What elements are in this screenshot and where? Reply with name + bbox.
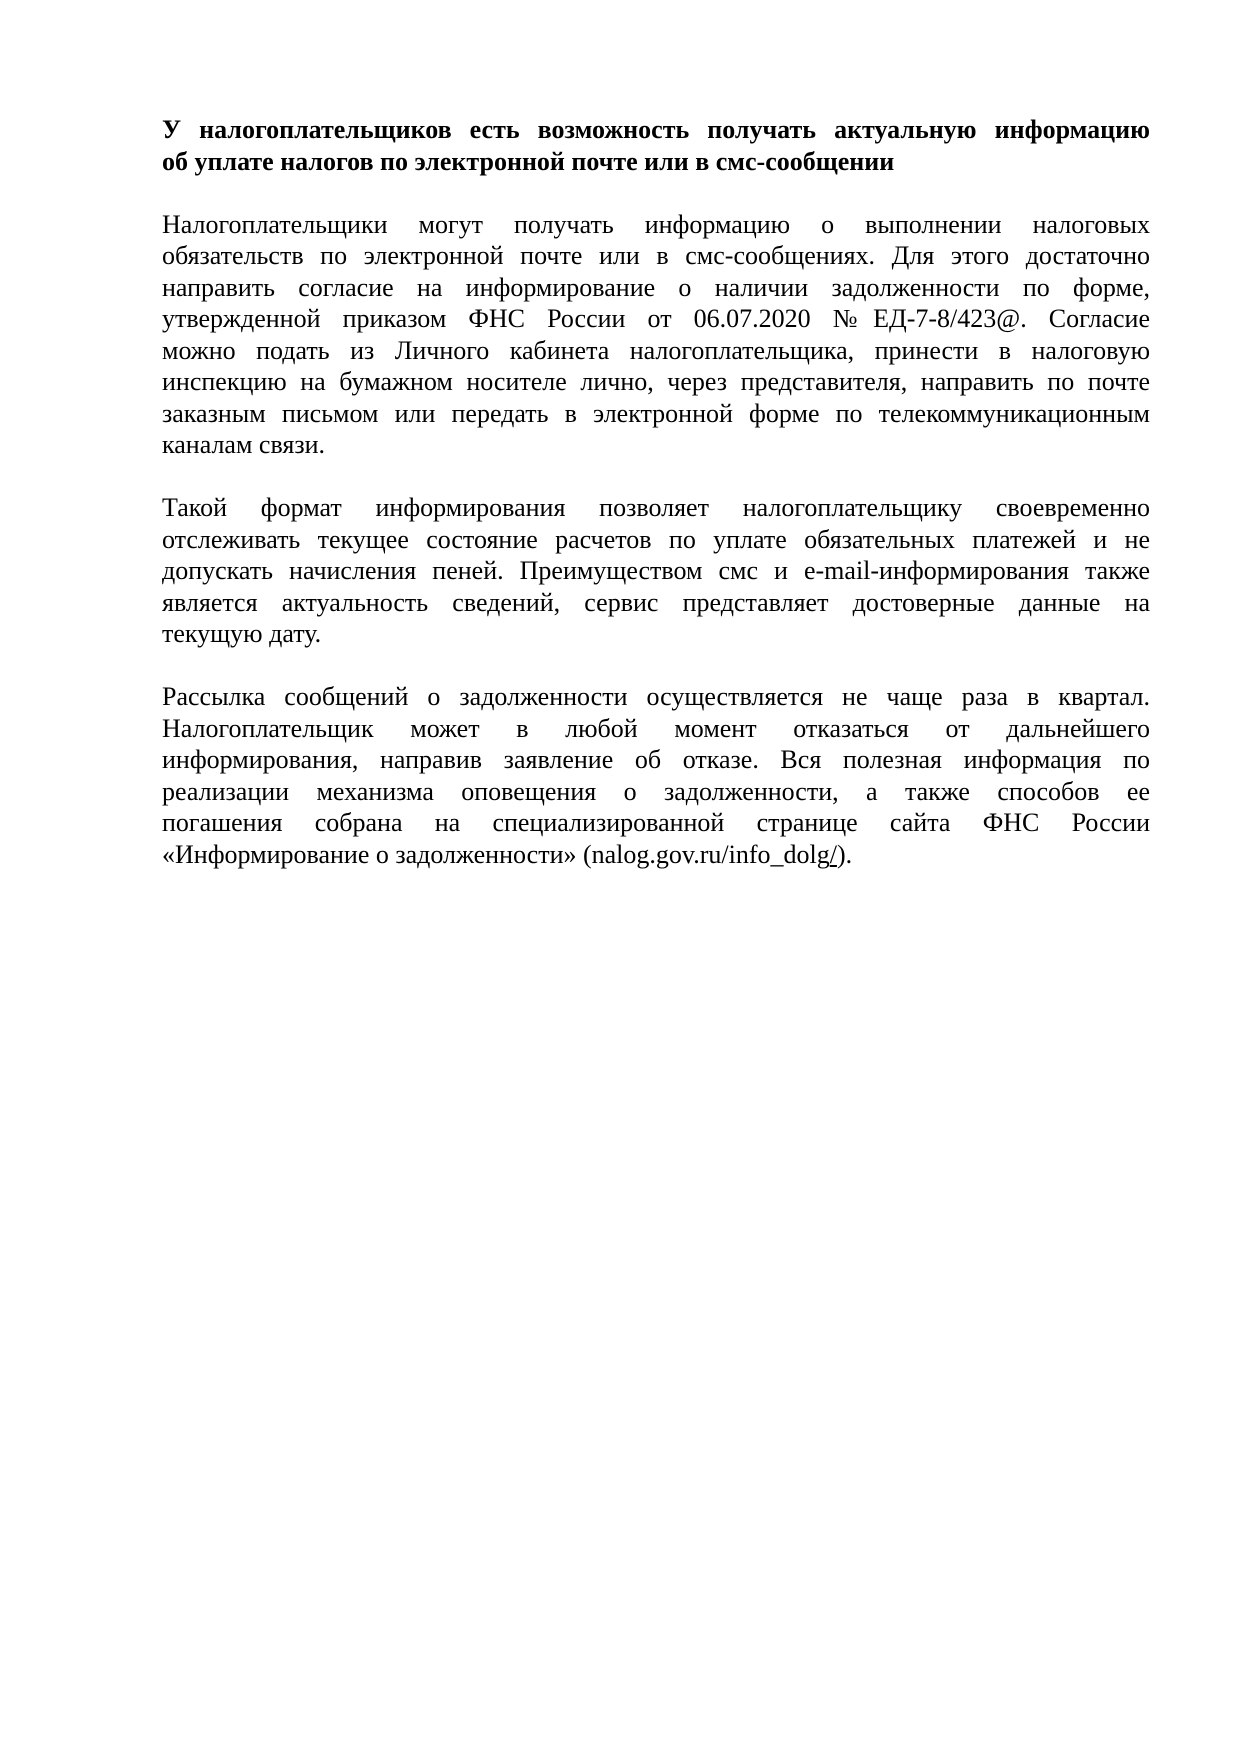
para-1-line-4: утвержденной приказом ФНС России от 06.07.2020 №ЕД-7-8/423@. Согласие: [162, 304, 1150, 333]
para-1-line-1: Налогоплательщики могут получать информацию о выполнении налоговых: [162, 209, 1150, 239]
para-2-line-3: допускать начисления пеней. Преимуществом смс и e-mail-информирования также: [162, 556, 1150, 585]
paragraph-2: [162, 492, 1150, 650]
para-3-line-4: реализации механизма оповещения о задолженности, а также способов ее: [162, 776, 1150, 806]
para-1-line-6: инспекцию на бумажном носителе лично, через представителя, направить по почте: [162, 367, 1150, 396]
para-1-line-3: направить согласие на информирование о наличии задолженности по форме,: [162, 272, 1150, 302]
para-2-line-4: является актуальность сведений, сервис представляет достоверные данные на: [162, 587, 1150, 617]
title-line-2: об уплате налогов по электронной почте или в смс-сообщении: [162, 146, 895, 176]
para-1-line-2: обязательств по электронной почте или в смс-сообщениях. Для этого достаточно: [162, 241, 1150, 270]
final-line-text: «Информирование о задолженности» (nalog.gov.ru/info_dolg: [162, 839, 830, 869]
para-3-line-3: информирования, направив заявление об отказе. Вся полезная информация по: [162, 745, 1150, 774]
para-3-line-2: Налогоплательщик может в любой момент отказаться от дальнейшего: [162, 713, 1150, 743]
paragraph-3: [162, 681, 1150, 870]
paragraph-1: [162, 209, 1150, 461]
para-2-line-2: отслеживать текущее состояние расчетов по уплате обязательных платежей и не: [162, 524, 1150, 554]
document-title: [162, 114, 1150, 177]
final-line-closing: ).: [836, 839, 853, 869]
para-2-line-1: Такой формат информирования позволяет налогоплательщику своевременно: [162, 493, 1150, 522]
para-3-line-1: Рассылка сообщений о задолженности осуществляется не чаще раза в квартал.: [162, 682, 1150, 711]
para-3-final-line: [162, 839, 1150, 871]
info-dolg-link[interactable]: /: [829, 839, 837, 869]
para-2-line-5: текущую дату.: [162, 619, 322, 648]
para-1-line-5: можно подать из Личного кабинета налогоплательщика, принести в налоговую: [162, 335, 1150, 365]
para-3-line-5: погашения собрана на специализированной странице сайта ФНС России: [162, 808, 1150, 837]
title-line-1: У налогоплательщиков есть возможность получать актуальную информацию: [162, 115, 1150, 144]
para-1-line-7: заказным письмом или передать в электронной форме по телекоммуникационным: [162, 398, 1150, 428]
para-1-line-8: каналам связи.: [162, 430, 326, 459]
